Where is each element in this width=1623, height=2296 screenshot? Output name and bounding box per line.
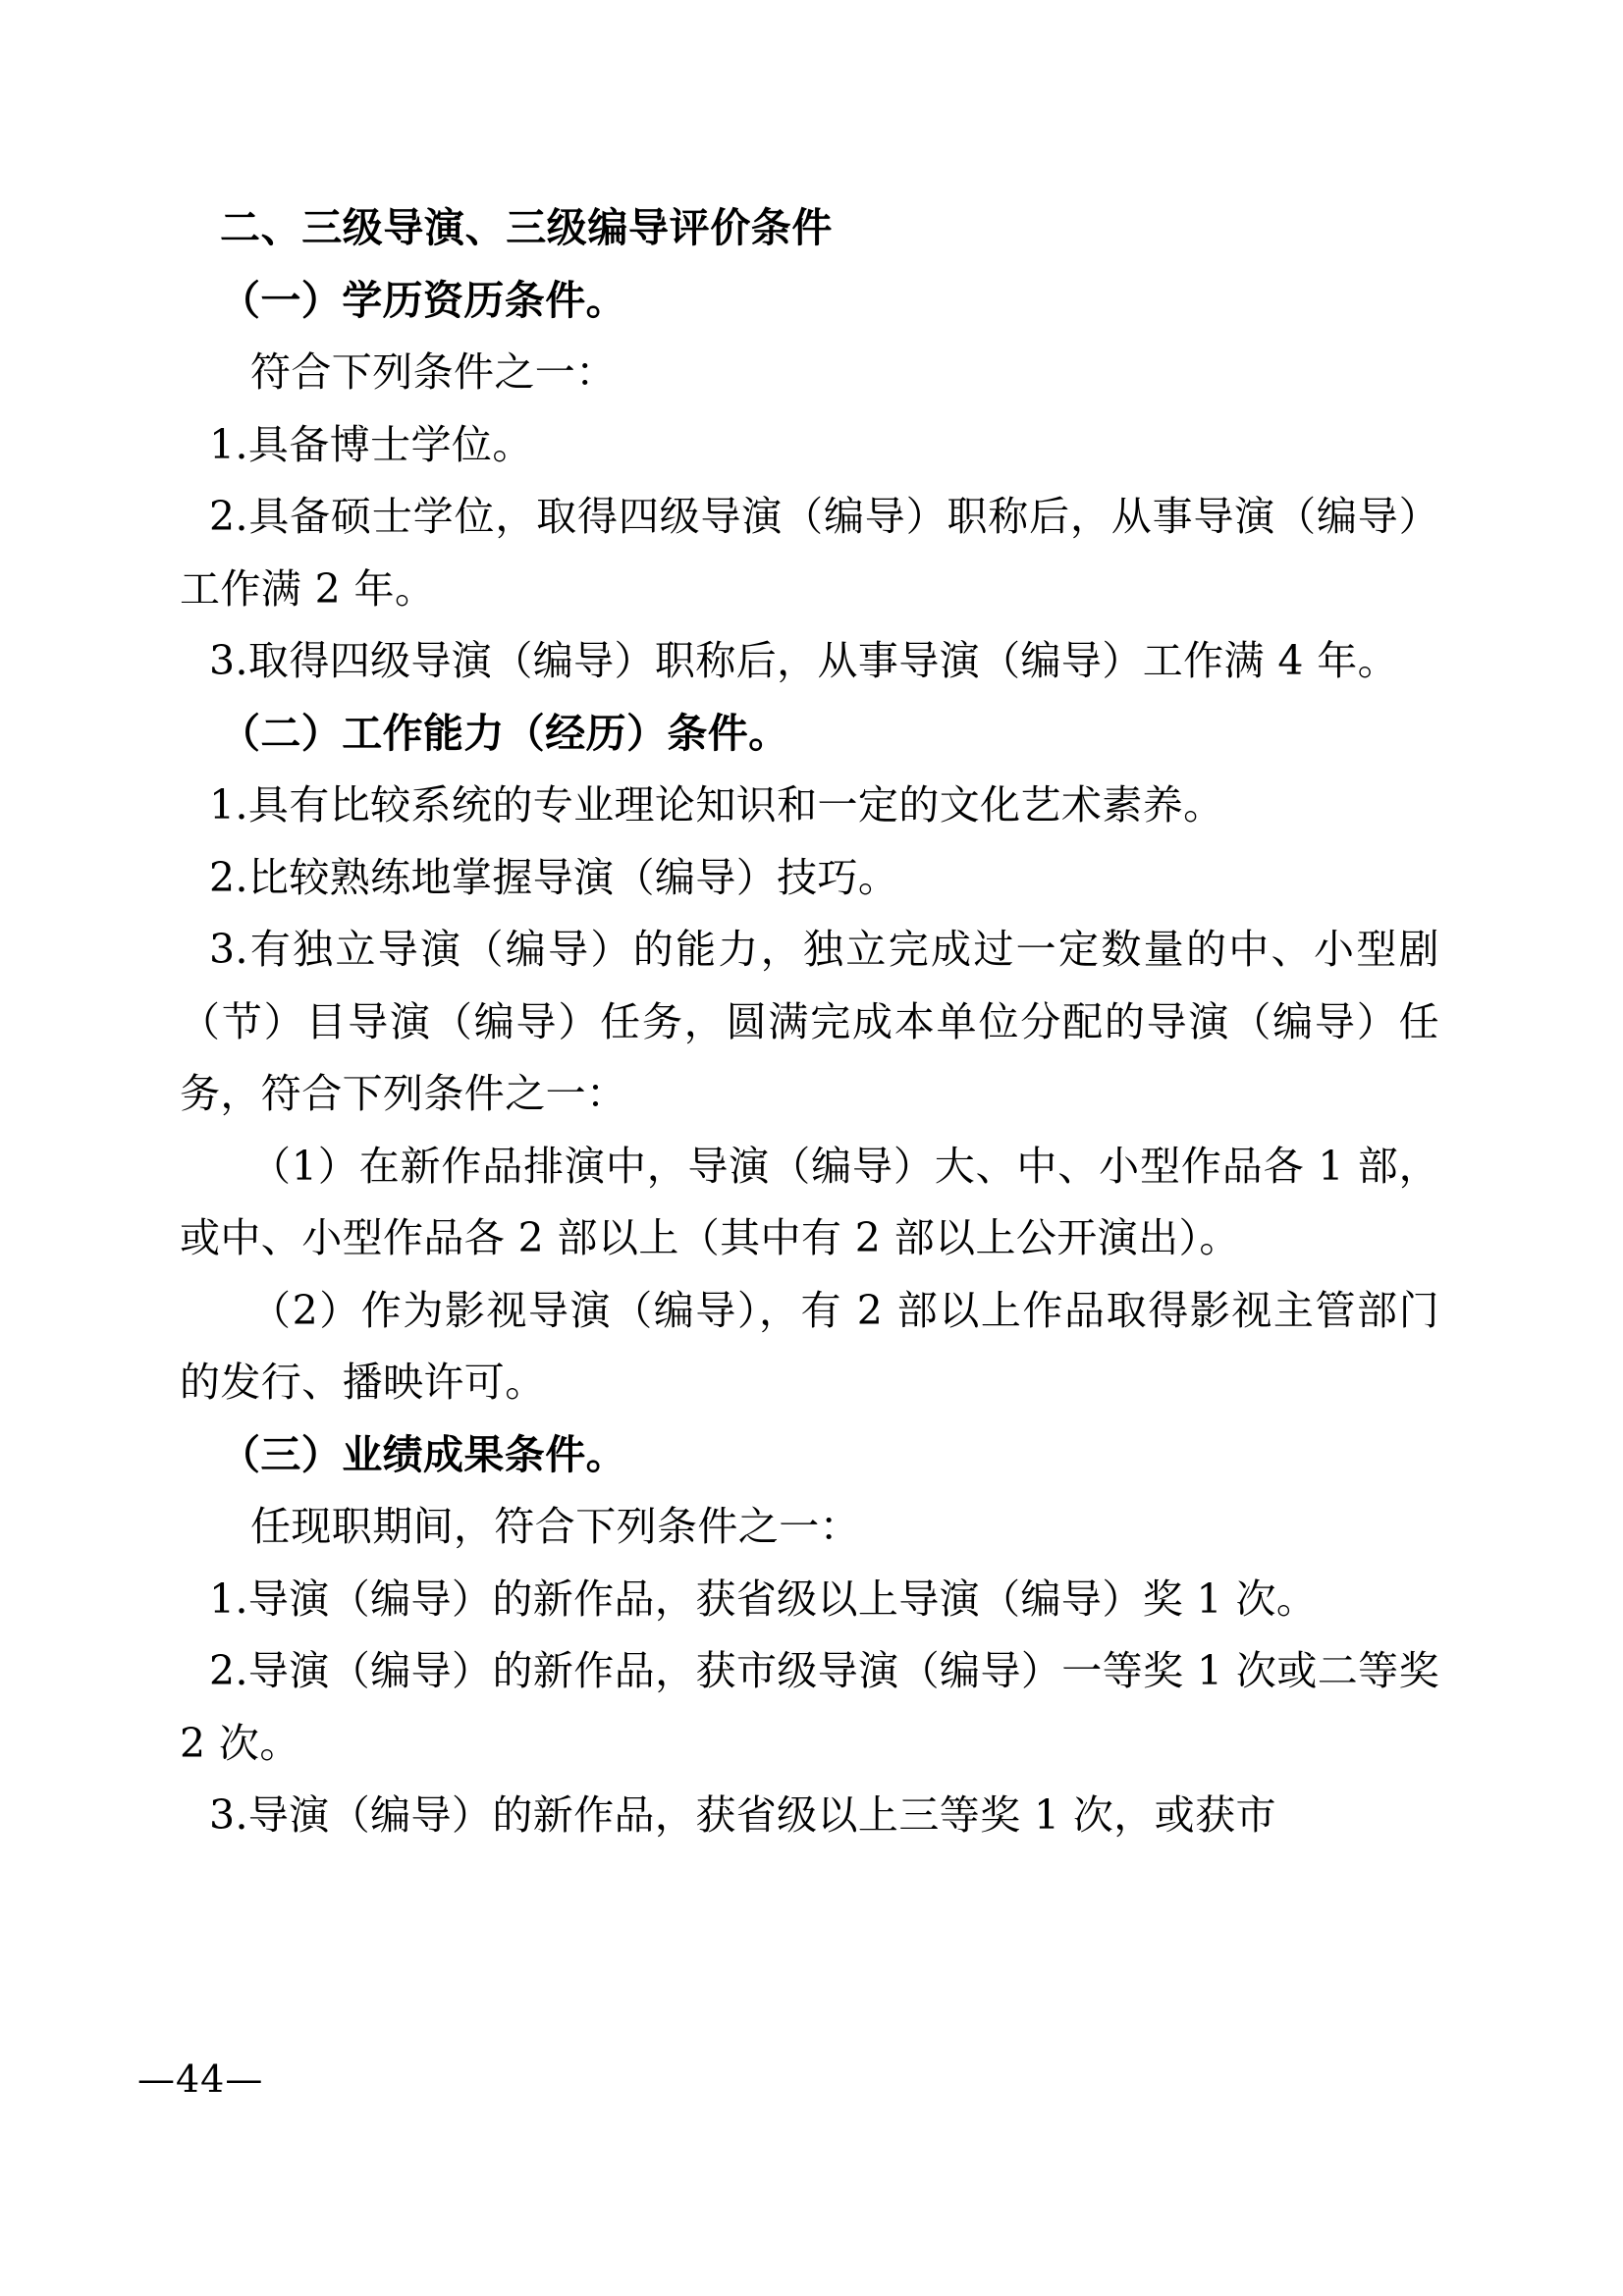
subsection-3-item-1: 1.导演（编导）的新作品，获省级以上导演（编导）奖 1 次。 [209, 1575, 1318, 1623]
subsection-2-item-1: 1.具有比较系统的专业理论知识和一定的文化艺术素养。 [209, 781, 1224, 828]
subsection-1-item-2: 2.具备硕士学位，取得四级导演（编导）职称后，从事导演（编导）工作满 2 年。 [180, 493, 1439, 613]
subsection-2-subitem-1: （1）在新作品排演中，导演（编导）大、中、小型作品各 1 部，或中、小型作品各 2 部以上（其中有 2 部以上公开演出）。 [180, 1142, 1439, 1261]
subsection-1-item-3: 3.取得四级导演（编导）职称后，从事导演（编导）工作满 4 年。 [209, 637, 1399, 684]
subsection-3-item-2: 2.导演（编导）的新作品，获市级导演（编导）一等奖 1 次或二等奖 2 次。 [180, 1647, 1453, 1767]
subsection-2-item-3: 3.有独立导演（编导）的能力，独立完成过一定数量的中、小型剧（节）目导演（编导）任务，圆满完成本单位分配的导演（编导）任务，符合下列条件之一： [180, 926, 1439, 1117]
page-content [180, 192, 1453, 1852]
subsection-3-lead: 任现职期间，符合下列条件之一： [250, 1503, 860, 1550]
page-number: —44— [137, 2057, 264, 2101]
subsection-2-subitem-2: （2）作为影视导演（编导），有 2 部以上作品取得影视主管部门的发行、播映许可。 [180, 1286, 1439, 1406]
subsection-heading-3: （三）业绩成果条件。 [220, 1430, 626, 1478]
subsection-1-lead: 符合下列条件之一： [250, 348, 617, 396]
subsection-1-item-1: 1.具备博士学位。 [209, 420, 533, 468]
subsection-3-item-3: 3.导演（编导）的新作品，获省级以上三等奖 1 次，或获市 [209, 1791, 1276, 1839]
subsection-heading-1: （一）学历资历条件。 [220, 276, 626, 324]
section-heading: 二、三级导演、三级编导评价条件 [220, 204, 833, 251]
subsection-2-item-2: 2.比较熟练地掌握导演（编导）技巧。 [209, 853, 899, 901]
subsection-heading-2: （二）工作能力（经历）条件。 [220, 709, 789, 757]
